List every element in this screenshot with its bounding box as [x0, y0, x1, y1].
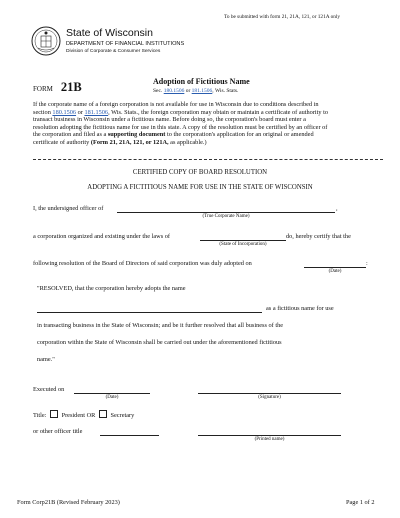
president-checkbox[interactable]: [50, 410, 58, 418]
officer-label: I, the undersigned officer of: [33, 205, 104, 212]
division-name: Division of Corporate & Consumer Services: [66, 49, 161, 54]
adoption-date-field[interactable]: [304, 267, 366, 268]
department-name: DEPARTMENT OF FINANCIAL INSTITUTIONS: [66, 41, 185, 47]
president-label: President OR: [61, 412, 96, 419]
form-title: Adoption of Fictitious Name: [153, 77, 250, 86]
resolved-text: "RESOLVED, that the corporation hereby adopts the name: [37, 285, 186, 292]
signature-field[interactable]: [198, 393, 341, 394]
fictitious-label: as a fictitious name for use: [266, 305, 334, 312]
title-row: [33, 410, 134, 420]
section-link-181[interactable]: 181.1506: [84, 108, 109, 116]
corporation-line: corporation within the State of Wisconsin shall be carried out under the aforementioned fictitious: [37, 339, 282, 346]
title-label: Title:: [33, 412, 47, 419]
cert-heading: CERTIFIED COPY OF BOARD RESOLUTION: [132, 169, 268, 176]
fictitious-name-field[interactable]: [37, 312, 262, 313]
name-line: name.": [37, 356, 55, 363]
signature-caption: (Signature): [258, 395, 281, 400]
statute-link-180[interactable]: 180.1506: [163, 88, 185, 94]
resolution-colon: :: [366, 260, 368, 267]
resolution-label: following resolution of the Board of Directors of said corporation was duly adopted on: [33, 260, 252, 267]
true-name-caption: (True Corporate Name): [202, 214, 250, 219]
state-of-incorporation-field[interactable]: [200, 240, 286, 241]
form-number: [33, 78, 82, 96]
executed-date-field[interactable]: [74, 393, 150, 394]
other-officer-label: or other officer title: [33, 428, 83, 435]
officer-comma: ,: [336, 205, 338, 212]
secretary-checkbox[interactable]: [99, 410, 107, 418]
section-divider: [33, 159, 383, 160]
intro-paragraph: If the corporate name of a foreign corporation is not available for use in Wisconsin due to conditions described in section 180.1506 or 181.1506, Wis. Stats., the foreign corporation may obtain or maintain a certificate of authority to transact business in Wisconsin under a fictitious name. Before doing so, the corporation's board must enter a resolution adopting the fictitious name for use in this state. A copy of the resolution must be certified by an officer of the corporation and filed as a supporting document to the corporation's application for an original or amended certificate of authority (Form 21, 21A, 121, or 121A, as applicable.): [33, 101, 329, 146]
form-number-value: 21B: [60, 80, 82, 94]
page-number: Page 1 of 2: [346, 499, 375, 506]
state-name: State of Wisconsin: [66, 27, 153, 39]
printed-name-caption: (Printed name): [254, 437, 285, 442]
secretary-label: Secretary: [110, 412, 135, 419]
corp-organized-label: a corporation organized and existing under the laws of: [33, 233, 170, 240]
form-id: Form Corp21B (Revised February 2023): [17, 499, 120, 506]
corp-certify-label: do, hereby certify that the: [286, 233, 351, 240]
printed-name-field[interactable]: [198, 435, 341, 436]
business-line: in transacting business in the State of Wisconsin; and be it further resolved that all business of the: [37, 322, 284, 329]
cert-subheading: ADOPTING A FICTITIOUS NAME FOR USE IN THE STATE OF WISCONSIN: [87, 184, 313, 191]
other-officer-title-field[interactable]: [100, 435, 159, 436]
true-corporate-name-field[interactable]: [117, 212, 335, 213]
statute-reference: Sec. 180.1506 or 181.1506, Wis. Stats.: [153, 88, 239, 94]
section-link-180[interactable]: 180.1506: [52, 108, 77, 116]
wisconsin-seal-logo: [31, 26, 61, 56]
form-label: FORM: [33, 85, 53, 93]
state-caption: (State of Incorporation): [219, 242, 267, 247]
submission-note: To be submitted with form 21, 21A, 121, or 121A only: [224, 14, 341, 20]
executed-on-label: Executed on: [33, 386, 65, 393]
executed-date-caption: (Date): [105, 395, 119, 400]
adoption-date-caption: (Date): [328, 269, 342, 274]
statute-link-181[interactable]: 181.1506: [191, 88, 213, 94]
